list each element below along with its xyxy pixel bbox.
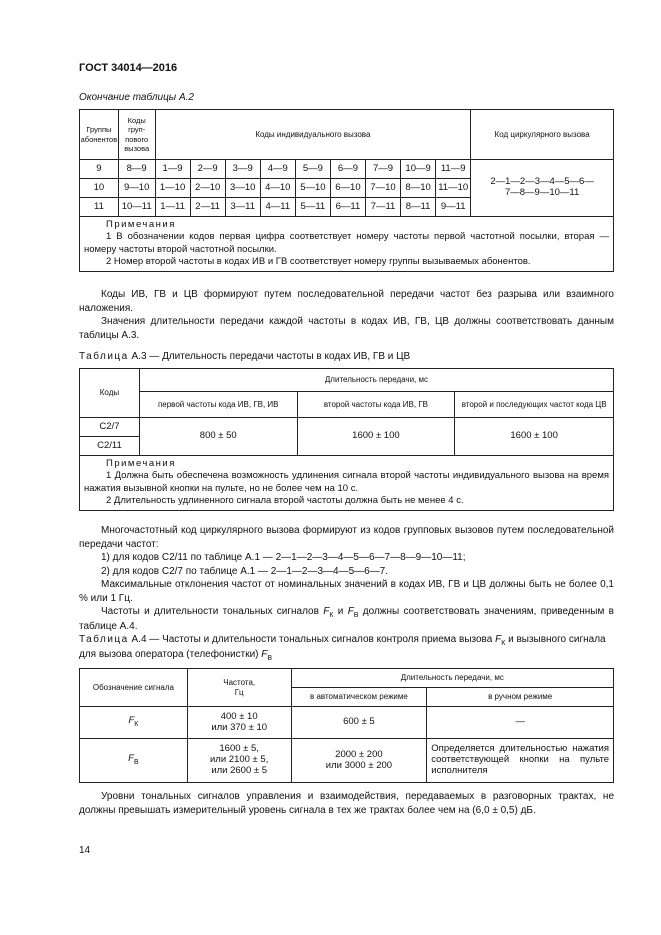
signal-cell: $F_В$: [80, 739, 188, 783]
page-number: 14: [79, 845, 91, 856]
paragraph-block-3: [79, 790, 614, 817]
code-cell: 7—9: [365, 160, 400, 179]
col-codes-header: Коды: [80, 369, 140, 418]
signal-cell: $F_К$: [80, 707, 188, 739]
caption-label: Таблица: [79, 351, 129, 362]
code-cell: 5—9: [295, 160, 330, 179]
col-first-header: первой частоты кода ИВ, ГВ, ИВ: [139, 392, 297, 418]
group-code-cell: 10—11: [118, 198, 155, 217]
note-2: 2 Длительность удлиненного сигнала второй частоты должна быть не менее 4 с.: [106, 495, 464, 507]
table-row: [80, 707, 614, 739]
code-cell: 1—9: [155, 160, 190, 179]
paragraph: Коды ИВ, ГВ и ЦВ формируют путем последовательной передачи частот без разрыва или взаимного наложения.: [79, 289, 614, 314]
table-a3-caption: [79, 350, 614, 364]
note-1: 1 В обозначении кодов первая цифра соответствует номеру частоты первой частотной посылки, вторая — номеру частоты второй частотной посылки.: [84, 231, 609, 255]
col-circular-header: Код циркулярного вызова: [471, 110, 614, 160]
code-cell: 3—11: [225, 198, 260, 217]
paragraph: Максимальные отклонения частот от номинальных значений в кодах ИВ, ГВ и ЦВ должны быть не более 0,1 % или 1 Гц.: [79, 579, 614, 604]
col-freq-header: Частота, Гц: [187, 669, 291, 707]
col-second-next-header: второй и последующих частот кода ЦВ: [455, 392, 614, 418]
code-cell: 11—10: [436, 179, 471, 198]
doc-title: ГОСТ 34014—2016: [79, 62, 178, 74]
table-row: [80, 160, 614, 179]
circular-code-cell: [471, 160, 614, 217]
note-2: 2 Номер второй частоты в кодах ИВ и ГВ соответствует номеру группы вызываемых абонентов.: [106, 256, 531, 268]
group-cell: 11: [80, 198, 119, 217]
code-cell: 2—10: [190, 179, 225, 198]
code-cell: С2/7: [80, 418, 140, 437]
table-a2: [79, 109, 614, 272]
code-cell: 7—11: [365, 198, 400, 217]
code-cell: 4—10: [260, 179, 295, 198]
code-cell: 8—10: [401, 179, 436, 198]
code-cell: 5—10: [295, 179, 330, 198]
code-cell: 10—9: [401, 160, 436, 179]
code-cell: С2/11: [80, 437, 140, 456]
group-cell: 10: [80, 179, 119, 198]
table-a2-caption: Окончание таблицы А.2: [79, 92, 194, 103]
paragraph: Уровни тональных сигналов управления и взаимодействия, передаваемых в разговорных трактах, не должны превышать измерительный уровень сигнала в тех же трактах более чем на (6,0 ± 0,5) дБ.: [79, 791, 614, 816]
code-cell: 1—10: [155, 179, 190, 198]
col-groups-header: Группы абонентов: [80, 110, 119, 160]
code-cell: 6—10: [330, 179, 365, 198]
code-cell: 6—9: [330, 160, 365, 179]
table-a4-caption: Таблица А.4 — Частоты и длительности тональных сигналов контроля приема вызова $F_К$ и вызывного сигнала для вызова оператора (телефонистки) $F_В$: [79, 634, 606, 663]
table-a4: [79, 668, 614, 783]
code-cell: 3—9: [225, 160, 260, 179]
auto-cell: 600 ± 5: [291, 707, 427, 739]
auto-cell: 2000 ± 200 или 3000 ± 200: [291, 739, 427, 783]
manual-cell: —: [427, 707, 614, 739]
code-cell: 1—11: [155, 198, 190, 217]
manual-cell: Определяется длительностью нажатия соответствующей кнопки на пульте исполнителя: [427, 739, 614, 783]
code-cell: 2—11: [190, 198, 225, 217]
table-row: [80, 739, 614, 783]
code-cell: 9—11: [436, 198, 471, 217]
paragraph: Значения длительности передачи каждой частоты в кодах ИВ, ГВ, ЦВ должны соответствовать данным таблицы А.3.: [79, 316, 614, 341]
code-cell: 2—9: [190, 160, 225, 179]
code-cell: 6—11: [330, 198, 365, 217]
code-cell: 11—9: [436, 160, 471, 179]
circular-code-line2: 7—8—9—10—11: [504, 187, 580, 198]
group-code-cell: 9—10: [118, 179, 155, 198]
col-duration-header: Длительность передачи, мс: [291, 669, 613, 688]
col-group-codes-header: Коды груп-пового вызова: [118, 110, 155, 160]
freq-cell: 1600 ± 5, или 2100 ± 5, или 2600 ± 5: [187, 739, 291, 783]
table-a2-notes-row: [80, 217, 614, 272]
table-a3: [79, 368, 614, 511]
value-cell: 800 ± 50: [139, 418, 297, 456]
col-manual-header: в ручном режиме: [427, 688, 614, 707]
caption-label: Таблица: [79, 634, 129, 645]
code-cell: 8—11: [401, 198, 436, 217]
circular-code-line1: 2—1—2—3—4—5—6—: [490, 176, 594, 188]
code-cell: 4—11: [260, 198, 295, 217]
value-cell: 1600 ± 100: [297, 418, 455, 456]
caption-text: А.3 — Длительность передачи частоты в кодах ИВ, ГВ и ЦВ: [131, 351, 411, 362]
col-duration-header: Длительность передачи, мс: [139, 369, 613, 392]
paragraph-block-1: [79, 288, 614, 342]
paragraph: 2) для кодов С2/7 по таблице А.1 — 2—1—2—3—4—5—6—7.: [101, 565, 389, 577]
code-cell: 4—9: [260, 160, 295, 179]
note-1: 1 Должна быть обеспечена возможность удлинения сигнала второй частоты индивидуального вызова на время нажатия вызывной кнопки на пульте, но не более чем на 10 с.: [84, 470, 609, 494]
col-auto-header: в автоматическом режиме: [291, 688, 427, 707]
code-cell: 5—11: [295, 198, 330, 217]
paragraph: Частоты и длительности тональных сигналов $F_К$ и $F_В$ должны соответствовать значениям, приведенным в таблице А.4.: [79, 606, 614, 633]
group-code-cell: 8—9: [118, 160, 155, 179]
table-a3-notes-row: [80, 456, 614, 511]
col-individual-header: Коды индивидуального вызова: [155, 110, 471, 160]
col-signal-header: Обозначение сигнала: [80, 669, 188, 707]
paragraph: Многочастотный код циркулярного вызова формируют из кодов групповых вызовов путем последовательной передачи частот:: [79, 525, 614, 550]
table-row: [80, 418, 614, 437]
paragraph: 1) для кодов С2/11 по таблице А.1 — 2—1—2—3—4—5—6—7—8—9—10—11;: [101, 552, 466, 563]
notes-title: Примечания: [106, 219, 176, 230]
table-a3-notes: [80, 456, 614, 511]
notes-title: Примечания: [106, 458, 176, 469]
group-cell: 9: [80, 160, 119, 179]
table-a2-notes: [80, 217, 614, 272]
code-cell: 3—10: [225, 179, 260, 198]
paragraph-block-2: [79, 524, 614, 634]
code-cell: 7—10: [365, 179, 400, 198]
col-second-header: второй частоты кода ИВ, ГВ: [297, 392, 455, 418]
freq-cell: 400 ± 10 или 370 ± 10: [187, 707, 291, 739]
value-cell: 1600 ± 100: [455, 418, 614, 456]
